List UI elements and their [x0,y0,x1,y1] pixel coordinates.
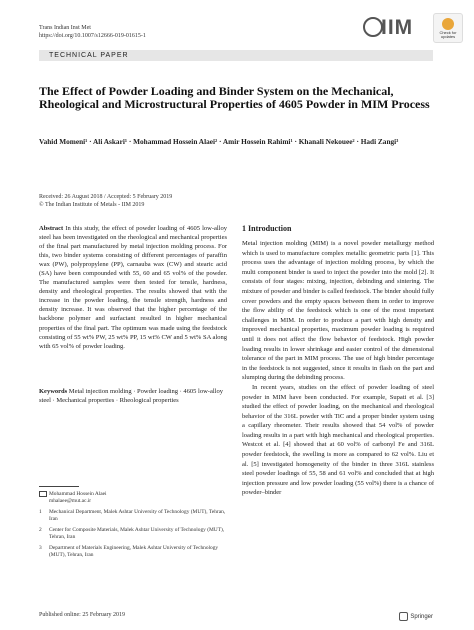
paper-title: The Effect of Powder Loading and Binder System on the Mechanical, Rheological and Microstructural Properties of 4605 Powder in MIM Process [39,84,430,111]
doi-link[interactable]: https://doi.org/10.1007/s12666-019-01615-1 [39,33,146,39]
abstract [39,224,227,351]
affiliation-item: 1 Mechanical Department, Malek Ashtar University of Technology (MUT), Tehran, Iran [39,509,226,522]
affiliations [39,491,227,563]
running-header [39,24,146,40]
paragraph: In recent years, studies on the effect of powder loading of steel powder in MIM have been conducted. For example, Supati et al. [3] studied the effect of powder loading, on the mechanical and rheological behavior of the 316L powder with TiC and a proper binder system using a capillary rheometer. Their results showed that 54 vol% of powder loading results in a part with high mechanical and rheological properties. Westcot et al. [4] showed that at 60 vol% of carbonyl Fe and 316L powder feedstock, the swelling is more as compared to 62 vol%. Liu et al. [5] investigated homogeneity of the binder in three 316L stainless steel powder loadings of 55, 58 and 61 vol% and concluded that at high injection pressure and low powder loading (55 vol%) there is a chance of powder–binder [242,383,434,497]
logo-area [363,13,463,43]
copyright: © The Indian Institute of Metals - IIM 2019 [39,202,145,208]
published-date: Published online: 25 February 2019 [39,612,125,618]
section-heading-introduction: 1 Introduction [242,224,292,233]
contact-email[interactable]: mhalaee@mut.ac.ir [49,498,92,504]
footnote-rule [39,486,79,487]
author-list: Vahid Momeni¹ · Ali Askari¹ · Mohammad Hossein Alaei² · Amir Hossein Rahimi¹ · Khanali Nekouee² · Hadi Zangi³ [39,137,399,146]
abstract-text: In this study, the effect of powder loading of 4605 low-alloy steel has been investigated on the rheological and mechanical properties of the final part manufactured by metal injection molding process. For this, two binder systems consisting of different percentages of paraffin wax (PW), polypropylene (PP), carnauba wax (CW) and stearic acid (SA) have been compounded with 55, 60 and 65 vol% of the powder. The manufactured samples were then tested for tensile, hardness, density and rheological properties. The results showed that with the increase in the powder loading, the tensile strength, hardness and density increase. It was observed that the higher percentage of the backbone polymer and surfactant resulted in higher mechanical properties of the final part. The optimum was made using the feedstock consisting of 55 wt% PW, 25 wt% PP, 15 wt% CW and 5 wt% SA along with 65 vol% of powder loading. [39,225,227,350]
contact-name: Mohammad Hossein Alaei [49,491,107,497]
page-footer [39,612,433,618]
check-for-updates-button[interactable]: Check for updates [433,13,463,43]
springer-logo-icon [399,612,408,621]
affiliation-item: 2 Center for Composite Materials, Malek Ashtar University of Technology (MUT), Tehran, Iran [39,527,225,540]
publisher-name: Springer [410,613,433,620]
dates-block [39,193,172,209]
envelope-icon [39,491,47,497]
abstract-label: Abstract [39,225,64,232]
update-icon [442,18,454,30]
contact-author [39,491,227,505]
introduction-body [242,239,434,498]
received-accepted: Received: 26 August 2018 / Accepted: 5 February 2019 [39,194,173,200]
keywords-text: Metal injection molding · Powder loading · 4605 low-alloy steel · Mechanical properties · Rheological properties [39,388,223,405]
affiliation-item: 3 Department of Materials Engineering, Malek Ashtar University of Technology (MUT), Tehran, Iran [39,545,219,558]
paragraph: Metal injection molding (MIM) is a novel powder metallurgy method which is used to manufacture complex metallic geometric parts [1]. This process uses the advantage of injection molding process, by which the multi component binder is used to inject the powder into the mold [2]. It consists of four stages: mixing, injection, debinding and sintering. The mixture of powder and binder is called feedstock. The binder should fully cover powders and the empty spaces between them in order to improve the flow ability of the feedstock which is one of the most important challenges in MIM. In order to produce a part with high density and improved mechanical properties, maximum powder loading is required until it does not affect the flow behavior of feedstock. High powder loading results in lower shrinkage and easier control of the dimensional tolerance of the part in MIM process. The use of high binder percentage in the feedstock is not suggested, since it results in flash on the part and slumping during the debinding process. [242,240,434,382]
keywords-label: Keywords [39,388,68,395]
keywords [39,387,227,405]
journal-name: Trans Indian Inst Met [39,25,91,31]
iim-logo: IIM [363,15,427,41]
article-type-banner: TECHNICAL PAPER [39,50,433,61]
